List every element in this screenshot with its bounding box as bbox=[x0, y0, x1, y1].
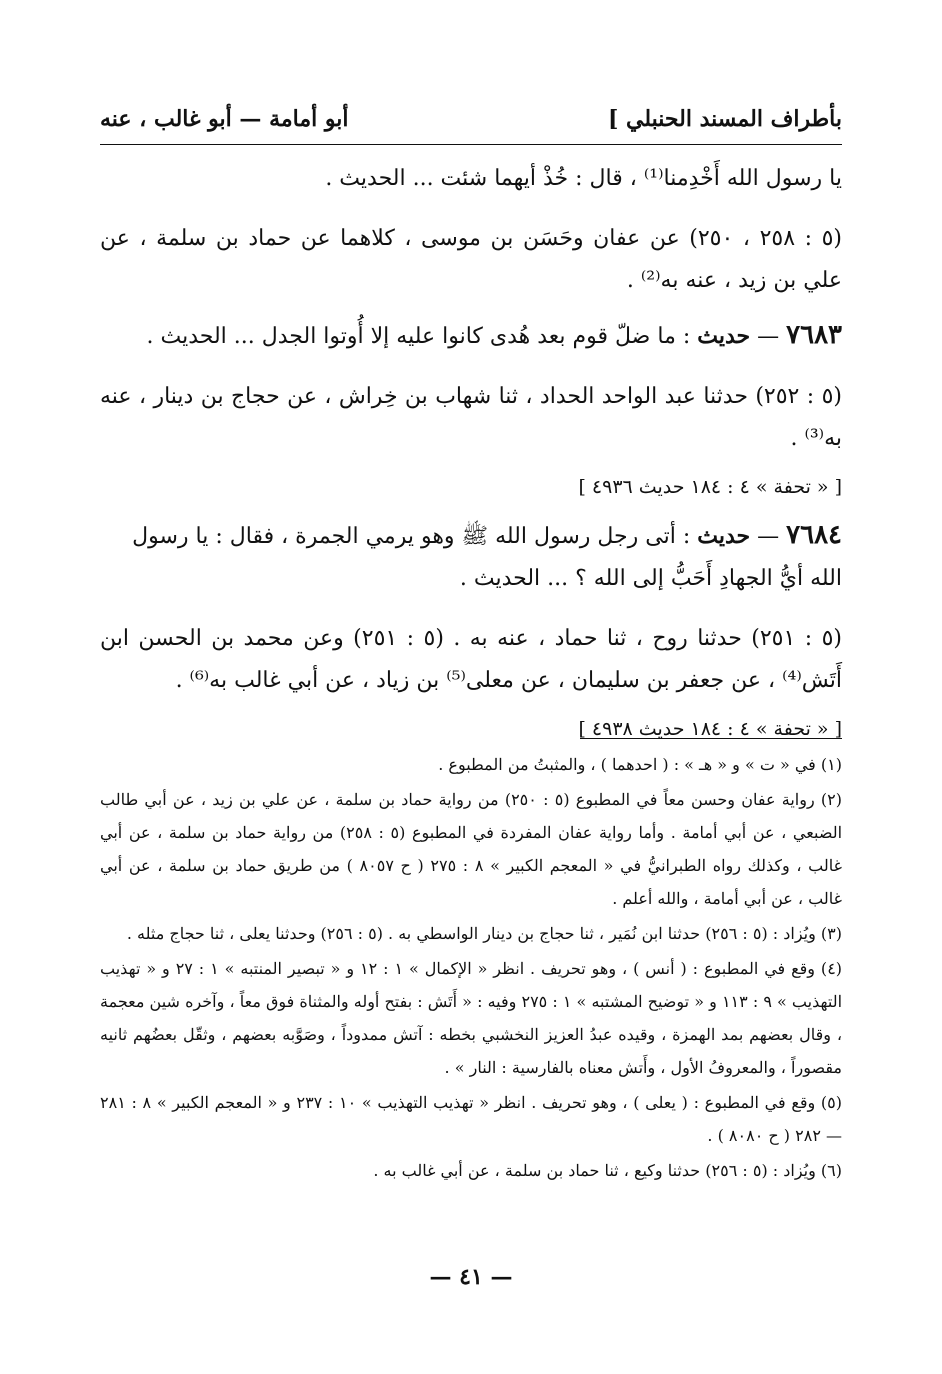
hadith-source: (٥ : ٢٥٨ ، ٢٥٠) عن عفان وحَسَن بن موسى ، كلاهما عن حماد بن سلمة ، عن علي بن زيد ، عنه به⁽²⁾ . bbox=[100, 226, 842, 293]
footnote: (٥) وقع في المطبوع : ( يعلى ) ، وهو تحريف . انظر « تهذيب التهذيب » ١٠ : ٢٣٧ و « المعجم الكبير » ٨ : ٢٨١ — ٢٨٢ ( ح ٨٠٨٠ ) . bbox=[100, 1093, 843, 1145]
hadith-keyword: حديث bbox=[697, 323, 751, 349]
hadith-text: : أتى رجل رسول الله ﷺ وهو يرمي الجمرة ، فقال : يا رسول الله أيُّ الجهادِ أَحَبُّ إلى الله ؟ ... الحديث . bbox=[132, 524, 842, 591]
section-title: أبو أمامة — أبو غالب ، عنه bbox=[100, 106, 349, 132]
book-title: بأطراف المسند الحنبلي ] bbox=[607, 106, 842, 132]
footnote-rule bbox=[580, 738, 842, 739]
footnotes bbox=[100, 748, 842, 1189]
hadith-number: ٧٦٨٤ bbox=[786, 520, 842, 550]
hadith-source: (٥ : ٢٥١) حدثنا روح ، ثنا حماد ، عنه به . (٥ : ٢٥١) وعن محمد بن الحسن ابن أَتَش⁽⁴⁾ ، عن جعفر بن سليمان ، عن معلى⁽⁵⁾ بن زياد ، عن أبي غالب به⁽⁶⁾ . bbox=[100, 626, 842, 693]
footnote: (٤) وقع في المطبوع : ( أنس ) ، وهو تحريف . انظر « الإكمال » ١ : ١٢ و « تبصير المنتبه » ١ : ٢٧ و « تهذيب التهذيب » ٩ : ١١٣ و « توضيح المشتبه » ١ : ٢٧٥ وفيه : « أَتَش : بفتح أوله والمثناة فوق معاً ، وآخره شين معجمة ، وقال بعضهم بمد الهمزة ، وقيده عبدُ العزيز النخشبي بخطه : آتش ممدوداً ، وصَوَّبه بعضهم ، وثقّل بعضُهم ثانيه مقصوراً ، والمعروفُ الأول ، وأَتش معناه بالفارسية : النار » . bbox=[100, 959, 843, 1077]
tuhfa-reference: [ « تحفة » ٤ : ١٨٤ حديث ٤٩٣٨ ] bbox=[578, 718, 842, 740]
footnote: (٣) ويُزاد : (٥ : ٢٥٦) حدثنا ابن نُمَير ، ثنا حجاج بن دينار الواسطي به . (٥ : ٢٥٦) وحدثنا يعلى ، ثنا حجاج مثله . bbox=[126, 924, 842, 943]
footnote: (١) في « ت » و « هـ » : ( احدهما ) ، والمثبتُ من المطبوع . bbox=[438, 755, 842, 774]
hadith-text: : ما ضلّ قوم بعد هُدى كانوا عليه إلا أُوتوا الجدل ... الحديث . bbox=[146, 324, 691, 349]
running-header bbox=[100, 106, 842, 140]
continuation-text: يا رسول الله أَخْدِمنا⁽¹⁾ ، قال : خُذْ أيهما شئت ... الحديث . bbox=[325, 166, 842, 191]
hadith-7684: ٧٦٨٤ — حديث : أتى رجل رسول الله ﷺ وهو يرمي الجمرة ، فقال : يا رسول الله أيُّ الجهادِ أَحَبُّ إلى الله ؟ ... الحديث . bbox=[132, 520, 842, 591]
footnote: (٦) ويُزاد : (٥ : ٢٥٦) حدثنا وكيع ، ثنا حماد بن سلمة ، عن أبي غالب به . bbox=[373, 1161, 842, 1180]
hadith-7683: ٧٦٨٣ — حديث : ما ضلّ قوم بعد هُدى كانوا عليه إلا أُوتوا الجدل ... الحديث . bbox=[146, 320, 842, 350]
footnote: (٢) رواية عفان وحسن معاً في المطبوع (٥ : ٢٥٠) من رواية حماد بن سلمة ، عن علي بن زيد ، عن أبي طالب الضبعي ، عن أبي أمامة . وأما رواية عفان المفردة في المطبوع (٥ : ٢٥٨) من رواية حماد بن سلمة ، عن أبي غالب ، وكذلك رواه الطبرانيُّ في « المعجم الكبير » ٨ : ٢٧٥ ( ح ٨٠٥٧ ) من طريق حماد بن سلمة ، عن أبي غالب ، عن أبي أمامة ، والله أعلم . bbox=[100, 790, 843, 908]
hadith-number: ٧٦٨٣ bbox=[786, 320, 842, 350]
tuhfa-reference: [ « تحفة » ٤ : ١٨٤ حديث ٤٩٣٦ ] bbox=[578, 476, 842, 498]
hadith-keyword: حديث bbox=[697, 523, 751, 549]
hadith-source: (٥ : ٢٥٢) حدثنا عبد الواحد الحداد ، ثنا شهاب بن خِراش ، عن حجاج بن دينار ، عنه به⁽³⁾ . bbox=[100, 384, 842, 451]
header-rule bbox=[100, 144, 842, 145]
main-text bbox=[100, 158, 842, 756]
page-number: — ٤١ — bbox=[429, 1264, 513, 1290]
